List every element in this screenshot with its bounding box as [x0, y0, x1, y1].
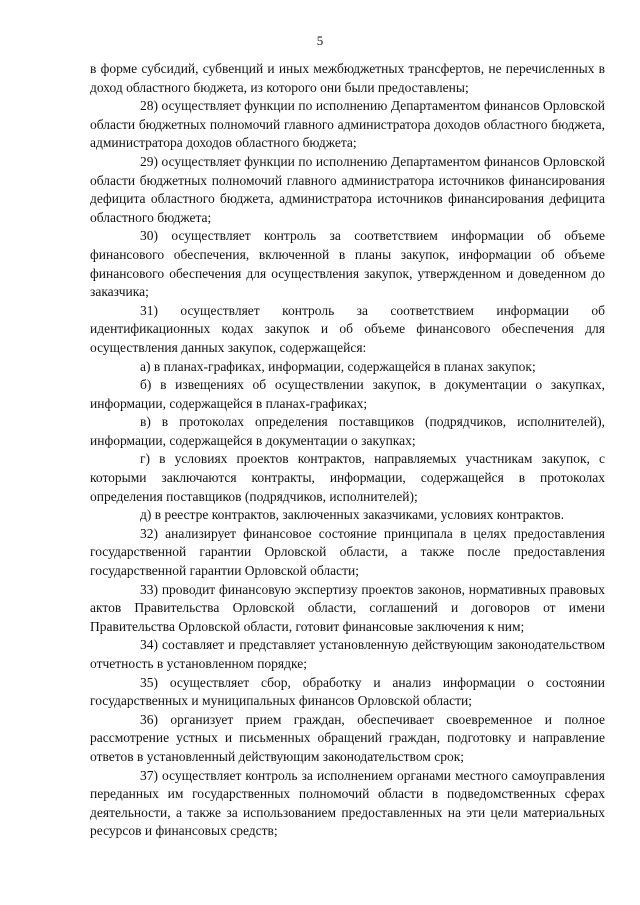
paragraph-item-36: 36) организует прием граждан, обеспечивает своевременное и полное рассмотрение устных и письменных обращений граждан, подготовку и направление ответов в установленный действующим законодательством срок;	[90, 711, 605, 764]
paragraph-item-34: 34) составляет и представляет установленную действующим законодательством отчетность в установленном порядке;	[90, 637, 605, 671]
page-number: 5	[316, 33, 324, 48]
paragraph-item-31: 31) осуществляет контроль за соответствием информации об идентификационных кодах закупок и об объеме финансового обеспечения для осуществления данных закупок, содержащейся:	[90, 302, 605, 355]
subitem-b: б) в извещениях об осуществлении закупок, в документации о закупках, информации, содержащейся в планах-графиках;	[90, 377, 605, 411]
paragraph-item-28: 28) осуществляет функции по исполнению Департаментом финансов Орловской области бюджетных полномочий главного администратора доходов областного бюджета, администратора доходов областного бюджета;	[90, 98, 605, 151]
subitem-g: г) в условиях проектов контрактов, направляемых участникам закупок, с которыми заключаются контракты, информации, содержащейся в протоколах определения поставщиков (подрядчиков, исполнителей);	[90, 451, 605, 504]
paragraph-item-32: 32) анализирует финансовое состояние принципала в целях предоставления государственной гарантии Орловской области, а также после предоставления государственной гарантии Орловской области;	[90, 525, 605, 579]
paragraph-continuation: в форме субсидий, субвенций и иных межбюджетных трансфертов, не перечисленных в доход областного бюджета, из которого они были предоставлены;	[90, 61, 605, 95]
paragraph-item-33: 33) проводит финансовую экспертизу проектов законов, нормативных правовых актов Правительства Орловской области, соглашений и договоров от имени Правительства Орловской области, готовит финансовые заключения к ним;	[90, 581, 605, 634]
paragraph-item-29: 29) осуществляет функции по исполнению Департаментом финансов Орловской области бюджетных полномочий главного администратора источников финансирования дефицита областного бюджета, администратора источников финансирования дефицита областного бюджета;	[90, 153, 605, 225]
paragraph-item-37: 37) осуществляет контроль за исполнением органами местного самоуправления переданных им государственных полномочий области в подведомственных сферах деятельности, а также за использованием предоставленных на эти цели материальных ресурсов и финансовых средств;	[90, 767, 605, 839]
subitem-d: д) в реестре контрактов, заключенных заказчиками, условиях контрактов.	[140, 507, 565, 523]
document-body	[90, 60, 605, 841]
paragraph-item-30: 30) осуществляет контроль за соответствием информации об объеме финансового обеспечения, включенной в планы закупок, информации об объеме финансового обеспечения для осуществления закупок, утвержденном и доведенном до заказчика;	[90, 228, 605, 300]
subitem-a: а) в планах-графиках, информации, содержащейся в планах закупок;	[140, 358, 536, 374]
subitem-v: в) в протоколах определения поставщиков (подрядчиков, исполнителей), информации, содержащейся в документации о закупках;	[90, 414, 605, 448]
paragraph-item-35: 35) осуществляет сбор, обработку и анализ информации о состоянии государственных и муниципальных финансов Орловской области;	[90, 674, 605, 709]
